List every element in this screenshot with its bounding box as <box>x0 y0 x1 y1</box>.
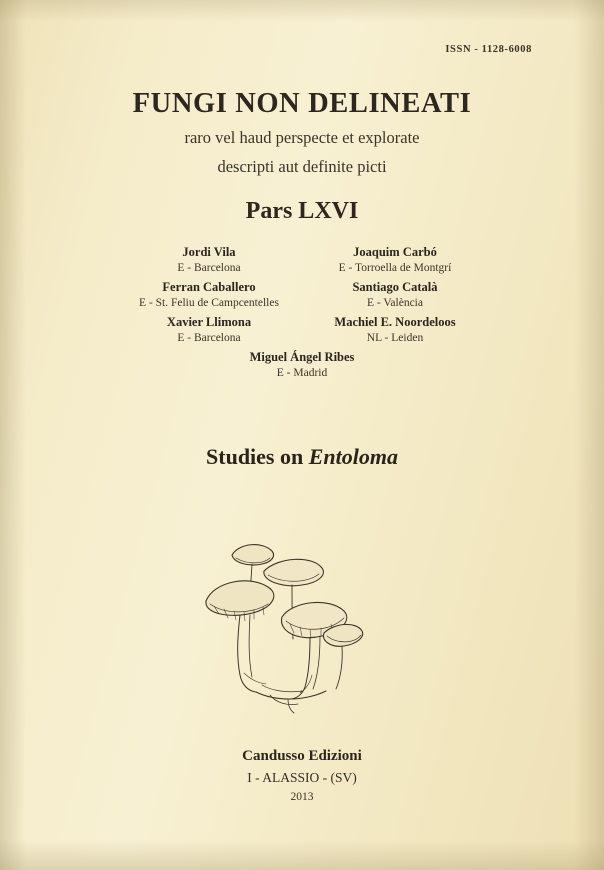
book-title-genus: Entoloma <box>308 444 398 469</box>
paper-shading-top <box>0 0 604 22</box>
publication-year: 2013 <box>290 791 314 803</box>
author-entry <box>302 315 488 350</box>
author-name: Miguel Ángel Ribes <box>249 350 355 365</box>
author-entry <box>302 280 488 315</box>
publisher-name: Candusso Edizioni <box>242 748 362 764</box>
series-title: FUNGI NON DELINEATI <box>132 88 472 119</box>
author-affiliation: E - Barcelona <box>177 261 241 274</box>
book-title-prefix: Studies on <box>206 444 309 469</box>
series-subtitle-line2: descripti aut definite picti <box>217 157 387 176</box>
author-affiliation: NL - Leiden <box>366 331 424 344</box>
author-affiliation: E - València <box>367 296 423 309</box>
author-entry <box>302 245 488 280</box>
author-list <box>0 245 604 386</box>
author-row <box>0 315 604 350</box>
author-row <box>0 280 604 315</box>
author-name: Joaquim Carbó <box>353 245 437 259</box>
author-name: Jordi Vila <box>182 245 236 259</box>
author-entry <box>116 280 302 315</box>
series-subtitle-line1: raro vel haud perspecte et explorate <box>184 128 420 147</box>
book-title <box>0 444 604 470</box>
author-affiliation: E - Madrid <box>276 367 328 380</box>
author-entry <box>116 315 302 350</box>
author-name: Santiago Català <box>352 280 438 295</box>
author-row <box>0 245 604 280</box>
author-entry <box>116 245 302 280</box>
author-name: Ferran Caballero <box>162 280 256 295</box>
publisher-place: I - ALASSIO - (SV) <box>247 770 357 785</box>
entoloma-mushroom-cluster-drawing <box>0 505 604 720</box>
author-affiliation: E - St. Feliu de Campcentelles <box>139 296 279 309</box>
author-name: Xavier Llimona <box>166 315 252 330</box>
author-name: Machiel E. Noordeloos <box>334 315 456 330</box>
part-number: Pars LXVI <box>245 198 359 224</box>
author-entry <box>116 350 488 385</box>
author-affiliation: E - Torroella de Montgrí <box>338 261 452 274</box>
author-affiliation: E - Barcelona <box>177 331 241 344</box>
issn-number: ISSN - 1128-6008 <box>445 44 532 55</box>
author-row <box>0 350 604 385</box>
paper-shading-bottom <box>0 840 604 870</box>
